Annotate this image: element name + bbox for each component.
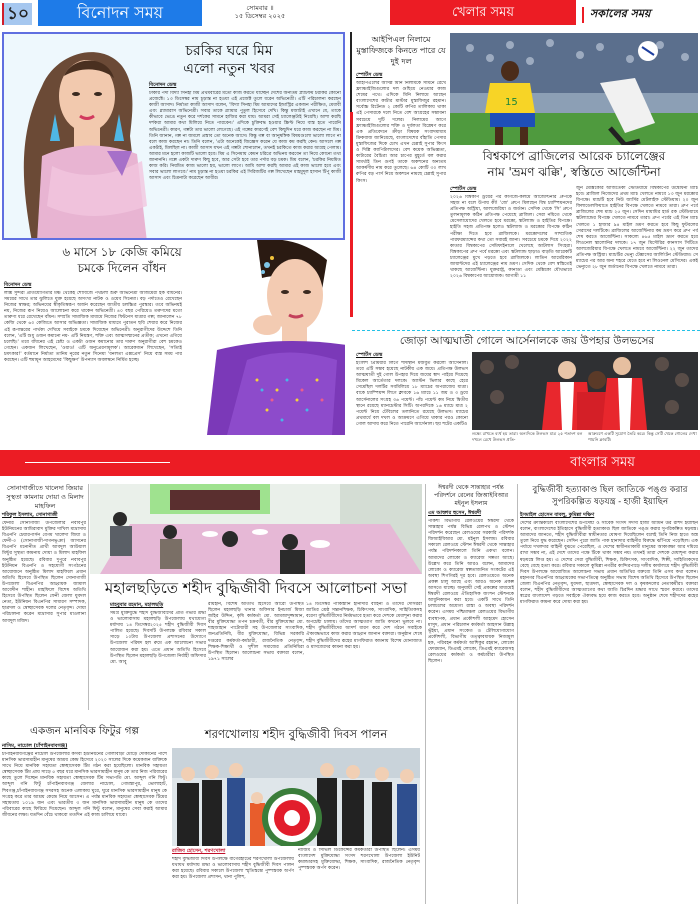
- article-body: সমগ্র মুক্তিযুদ্ধে শহীদ বুদ্ধিজীবীদের প্রতি গভীর শ্রদ্ধা ও ভালোবাসায় মহালছড়ি উপজেলায় যথাযোগ্য মর্যাদায় ১৪ ডিসেম্বর২০২৫ শহীদ বুদ্ধিজীবী দিবস পালিত হয়েছে। দিবসটি উপলক্ষে রবিবার সকাল সাড়ে ১০টায় উপজেলা প্রশাসনের উদ্যোগে উপজেলা পরিষদ হল রুমে এক আলোচনা সভার আয়োজন করা হয়। এতে প্রধান অতিথি হিসেবে উপস্থিত ছিলেন মহালছড়ি উপজেলা নির্বাহী অফিসার মো. আবু: [110, 611, 206, 665]
- badhon-headline: [2, 244, 242, 276]
- byline: রাজিব হোসেন, শরণখোলা: [172, 848, 226, 854]
- mim-article: [149, 82, 341, 237]
- byline: নাসিম, নাচোল (চাঁপাইনবাবগঞ্জ): [2, 743, 68, 749]
- sonagazi-headline: সোনাগাজীতে খালেদা জিয়ার সুস্থতা কামনায় দোয়া ও মিলাদ মাহফিল: [6, 484, 84, 510]
- arsenal-headline: জোড়া আত্মঘাতী গোলে আর্সেনালকে জয় উপহার উলভসের: [399, 335, 655, 347]
- headline-line-1: বুদ্ধিজীবী হত্যাকাণ্ড ছিল জাতিকে পঙ্গু করার: [532, 485, 688, 495]
- band-rule: [25, 462, 170, 463]
- brand-divider: [582, 7, 584, 23]
- sonagazi-article: [2, 512, 86, 710]
- meeting-photo: [90, 484, 422, 574]
- byline: স্পোর্টস ডেস্ক: [356, 352, 383, 358]
- byline: বিনোদন ডেস্ক: [4, 282, 32, 288]
- column-divider-accent: [350, 112, 353, 317]
- story-mim: [2, 32, 345, 240]
- column-divider: [425, 484, 426, 904]
- ipl-headline: আইপিএল নিলামে মুস্তাফিজকে কিনতে পারে যে দুই দল: [356, 35, 446, 66]
- article-body: শহীদ বুদ্ধিজীবী দিবস উপলক্ষে বাগেরহাটের শরণখোলা উপজেলায় যথাযথ মর্যাদায় শ্রদ্ধা ও ভালোবাসায় শহীদ বুদ্ধিজীবী দিবস পালন করা হয়েছে। রবিবার সকালে উপজেলা স্মৃতিস্তম্ভে পুষ্পস্তবক অর্পণ করা হয়। উপজেলা প্রশাসন, থানা পুলিশ,: [172, 857, 294, 881]
- headline-line-2: সুপরিকল্পিত ষড়যন্ত্র - হাজী ইয়াছিন: [551, 497, 669, 507]
- arsenal-caption-2: আক্রমণে একটি সুযোগ তৈরি করে। কিন্তু সেটি থেকে গোলের দেখা পায়নি ক্লাবটি।: [588, 431, 697, 442]
- story-badhon: [2, 240, 345, 435]
- page-number: ১০: [2, 3, 32, 25]
- sharankhola-article-col-1: [172, 848, 294, 905]
- arsenal-caption-1: লক্ষ্যে রাখতে ব্যর্থ হয় তারা। অন্যদিকে উলভস মাত্র ২৫ শতাংশ বল দখলে রেখে উলভস প্রতি-: [472, 431, 583, 442]
- mahalchhari-article-col-1: [110, 602, 206, 710]
- fitur-article: [2, 743, 167, 905]
- buddhijibi-article: [520, 512, 698, 907]
- byline: এম আক্তার হুসেন, ঈশ্বরদী: [428, 510, 482, 516]
- article-body: ফেনীর সোনাগাজী উপজেলার নবাবপুর ইউনিয়নের আমিরাবাদ মুক্তির দাখিল মাদ্রাসায় বিএনপি চেয়ারপার্সন বেগম খালেদা জিয়া ও ফেনী-৩ (সোনাগাজী-দাগনভূঞা) আসনের বিএনপি মনোনীত প্রার্থী আবদুল আউয়াল মিন্টুর সুস্থতা কামনায় দোয়া ও মিলাদ মাহফিল অনুষ্ঠিত হয়েছে। রবিবার দুপুরে নবাবপুর ইউনিয়ন বিএনপি ও সহযোগী সংগঠনের আয়োজনে অনুষ্ঠিত মিলাদ মাহফিলে প্রধান অতিথি হিসেবে উপস্থিত ছিলেন সোনাগাজী উপজেলা বিএনপির আহ্বায়ক জামাল আবেদীন শাহীন। মাহফিলে বিশেষ অতিথি হিসেবে উপস্থিত ছিলেন ফেনী জেলা যুবদল নেতা, ইউনিয়ন বিএনপির সাধারণ সম্পাদক, ছাত্রদল ও স্বেচ্ছাসেবক দলের নেতৃবৃন্দ। দোয়া পরিচালনা করেন মাদ্রাসার সুপার মাওলানা আবদুল মজিদ।: [2, 521, 86, 624]
- byline: মাহবুবার রহমান, মহালছড়ি: [110, 602, 164, 608]
- mim-headline: [119, 42, 339, 78]
- section-title-entertainment: বিনোদন সময়: [38, 0, 202, 26]
- newspaper-logo: সকালের সময়: [590, 7, 651, 20]
- article-body: আইপিএলের আসন্ন মিনি নিলামকে সামনে রেখে ফ্র্যাঞ্চাইজিগুলোর দল গুছিয়ে নেওয়ার কাজ শেষের পথে। এদিকে মিনি নিলামে আছেন বাংলাদেশের কাটার মাস্টার মুস্তাফিজুর রহমান। সর্বোচ্চ রিটেনড ২ কোটি রুপির তালিকায় থাকা এই পেসারকে দলে নিতে বেশ আগ্রহের সম্ভাবনা সবচেয়ে দুটি দলের। নিলামের আগে ফ্র্যাঞ্চাইজিগুলোর শক্তি ও দুর্বলতা বিশ্লেষণ করে এক প্রতিবেদনে ক্রীড়া বিষয়ক সংবাদমাধ্যম ক্রিকবাজ জানিয়েছে, বাংলাদেশের বাঁহাতি পেসার মুস্তাফিজের দিকে চোখ এখন চেন্নাই সুপার কিংস ও দিল্লি ক্যাপিটালসের। বেশ কয়েক অভিজ্ঞতা, কাটারের বৈচিত্র্য আর চাপের মুহূর্তে বল করার সামর্থ্যই তিন গুণই তাকে অকশনের অন্যতম আকর্ষণীয় নাম করে তুলেছে। ৬৪ কোটি ৩০ লাখ রুপির বড় পার্স নিয়ে অকশনে নামছে চেন্নাই সুপার কিংস।: [356, 81, 446, 184]
- buddhijibi-headline: [520, 484, 700, 508]
- mahalchhari-article-col-2: রায়হান, বিশেষ অতিথি হিসেবে আরো উপস্থিত ছিলেন মহালছড়ি থানার অফিসার ইনচার্জ মিজা জহির উদ্দিন, কৃষি কর্মকর্তা মো. আমজাদুজ্জামান, বীর মুক্তিযোদ্ধা তপন চক্রবর্তী, বীর মুক্তিযোদ্ধা মো. শাহজাহান পাটোয়ারী সহ উপজেলার সাংবাদিক, জনপ্রতিনিধি, বীর মুক্তিযোদ্ধা, বিভিন্ন সরকারি দপ্তরের কর্মকর্তা-কর্মচারী, রাজনৈতিক নেতৃবৃন্দ, শিক্ষক-শিক্ষার্থী ও সুশীল সমাজের প্রতিনিধিরা উপস্থিত ছিলেন। আলোচনা সভায় বক্তারা বলেন, ১৯৭১ সালের: [208, 602, 304, 662]
- sharankhola-article-col-2: নাজিম ও সিভিল ডিফেন্সের কর্মকর্তারা উপস্থিত ছিলেন। এসময় বাংলাদেশ মুক্তিযোদ্ধা সংসদ শরণখোলা উপজেলা ইউনিট কমান্ডারসহ মুক্তিযোদ্ধা, শিক্ষক, সাংবাদিক, রাজনৈতিক নেতৃবৃন্দ পুষ্পস্তবক অর্পণ করেন।: [298, 848, 420, 872]
- article-body: লাক্স সুন্দরী প্রতিযোগিতার মঞ্চ থেকেই শোবিজে পথচলা শুরু অভিনেত্রী আজমেরী হক বাঁধনের। সময়ের সাথে তার ঝুলিতে যুক্ত হয়েছে অসংখ্য নাটক ও ওয়েব সিনেমা। বড় পর্দাতেও রেখেছেন নিজের স্বাক্ষর; অভিনয়ের স্বীকৃতিস্বরূপ অর্জন করেছেন জাতীয় চলচ্চিত্র পুরস্কার। তবে অভিনয়ই নয়, নিজের রূপ নিয়েও আলোচনা করে থাকেন অভিনেত্রী। ৪০ বছর পেরিয়েও তরুণদের মতো তারুণ্য ধরে রেখেছেন বাঁধন। সম্প্রতি সামাজিক মাধ্যমে নিজের ফিটনেস যাত্রার গল্প; জানালেন ৭৮ কেজি থেকে ৬০ কেজিতে আসার অভিজ্ঞতা। সামাজিক মাধ্যমে পুরাতন ছবি শেয়ার করে নিজের এই রূপান্তরের পার্থক্য দেখিয়ে সবাইকে চমকে দিয়েছেন অভিনেত্রী। অনুরাগীদের উদ্দেশে তিনি বলেন, 'এটি শুধু ওজন কমানো নয়- এটি নিয়ন্ত্রণ, শক্তি এবং আত্মসম্মানের প্রতীক; এখনো এগিয়ে চলেছি।' তবে বাঁধনের এই চেষ্টা ও একটা ওজন কমানোর তার দারুণ অনুরাগীরা বেশ চমকেও গেছেন। একজন লিখেছেন, 'ওয়াও! এটি অনুপ্রেরণামূলক'। আরেকজন লিখেছেন, 'সত্যিই চমৎকার!' বর্তমানে নির্মাতা তানিম নূরের নতুন সিনেমা 'বনলতা এক্সপ্রেস' নিয়ে ব্যস্ত সময় পার করছেন। এটি হুমায়ূন আহমেদের 'কিছুক্ষণ' উপন্যাস অবলম্বনে নির্মিত হচ্ছে।: [4, 291, 182, 364]
- byline: বিনোদন ডেস্ক: [149, 82, 177, 88]
- column-divider: [517, 484, 518, 904]
- article-body: ইংলিশ প্রিমিয়ার লিগে শীর্ষস্থান মজবুত করলো আর্সেনাল। তবে এটি সম্ভব হয়েছে নাটকীয় এক জয়ে। প্রতিপক্ষ উলভস আত্মঘাতী দুই গোল উপহার দিয়ে জয়ের স্বাদ পাইয়ে দিয়েছে মিকেল আর্তেতার দলকে। অ্যাস্টন ভিলার কাছে হেরে সেমেছিল দলটির সবমিলিয়ে ১৮ ম্যাচের অপরাজেয় যাত্রা। বাকে চ্যাম্পিয়ন্স লিগে ক্লাবকে ১৬ ম্যাচে ১১ জয় ও ৩ ড্রয়ে আর্সেনালের সংগ্রহ ৩৬ পয়েন্ট। পাঁচ পয়েন্ট কম নিয়ে দ্বিতীয় স্থানে রয়েছে ম্যানচেস্টার সিটি। অপরদিকে ১৬ ম্যাচে মাত্র ২ পয়েন্ট নিয়ে টেবিলের তলানিতে রয়েছে উলভস। ম্যাচের প্রথমার্ধে বল দখল ও আক্রমণে এগিয়ে থাকার পরও কোনো গোল আদায় করে নিতে পারেনি আর্সেনাল। ছয় শটের একটিও: [356, 361, 468, 427]
- ipl-article: [356, 72, 446, 312]
- column-divider: [88, 484, 89, 710]
- headline-line-2: এলো নতুন খবর: [183, 61, 275, 77]
- article-body: দেশের ক্রান্তিকালে বাংলাদেশের উপদেষ্টা ও সাবেক সংসদ সদস্য হাজী আমিন উর রশিদ ইয়াছিন বলেন, বাংলাদেশের ইতিহাসে বুদ্ধিজীবী হত্যাকাণ্ড ছিল জাতিকে পঙ্গু করার সুপরিকল্পিত ষড়যন্ত্র। আমাদের জানতে, শহীদ বুদ্ধিজীবীরা স্বাধীনতার ঘোষণা দিয়েছিলেন বলেই তিনি নিজ হাতে অস্ত্র তুলে নিয়ে যুদ্ধ করেছেন। সেদিন পুরো জাতি পাক হানাদার বাহিনীর বিরুদ্ধে ঝাঁপিয়ে পড়েছিল। এক পর্যায়ে দখলদার বাহিনী বুঝতে পেরেছিল, এ দেশের স্বাধীনতাকামী মানুষের আকাঙ্ক্ষা আর দমিয়ে রাখা সম্ভব না, এই দেশে তাদের পক্ষে টিকে থাকা সম্ভব নয়। তখনই তারা দেশকে মেধাশূন্য করার ষড়যন্ত্রে লিপ্ত হয়। এ দেশের সেরা বুদ্ধিজীবী, শিক্ষক, চিকিৎসক, সাংবাদিক, শিল্পী, সাহিত্যিকদের বেছে বেছে হত্যা করে। রবিবার সকালে কুমিল্লা নগরীর কান্দিরপাড়ে দলীয় কার্যালয়ে শহীদ বুদ্ধিজীবী দিবস উপলক্ষে আয়োজিত আলোচনা সভায় প্রধান অতিথির বক্তব্যে তিনি এসব কথা বলেন। মহানগর বিএনপির আহ্বায়কের সভাপতিত্বে অনুষ্ঠিত সভায় বিশেষ অতিথি হিসেবে উপস্থিত ছিলেন জেলা বিএনপির নেতৃবৃন্দ, যুবদল, ছাত্রদল, স্বেচ্ছাসেবক দল ও কৃষকদলের নেতাকর্মীরা। বক্তারা বলেন, শহীদ বুদ্ধিজীবীদের আত্মত্যাগের কথা জাতি চিরদিন শ্রদ্ধার সাথে স্মরণ করবে। তাদের স্বপ্নের বাংলাদেশ গড়তে সবাইকে ঐক্যবদ্ধ হয়ে কাজ করতে হবে। অনুষ্ঠান শেষে শহীদদের রূহের মাগফিরাত কামনা করে দোয়া করা হয়।: [520, 521, 698, 606]
- railway-headline: ঈশ্বরদী থেকে সান্তাহার পর্যন্ত পরিদর্শনে রেলের জিআইবিআর মইনুল ইসলাম: [433, 484, 509, 507]
- headline-line-2: চমকে দিলেন বাঁধন: [77, 261, 167, 275]
- article-body: পাকশী বিভাগীয় রেলওয়ের ঈশ্বরদী থেকে সান্তাহার পর্যন্ত বিভিন্ন রেলপথ ও স্টেশন পরিদর্শন করেছেন রেলওয়ের সরকারি পরিদর্শক জিআইবিআর মো. মইনুল ইসলাম। রবিবার সকালে রেলওয়ে স্টেশন ঈশ্বরদী থেকে সান্তাহার পর্যন্ত পরিদর্শনকালে তিনি একথা বলেন। আমাদের লোকো ও ক্যারেজ সল্পতা আছে। উল্লেখ করে তিনি আরও বলেন, আমাদের লোকো ও ক্যারেজ স্বল্পতাজনিত সংকটের এই অবস্থা শিগগিরই দূর হবে। রেলওয়েতে অনেক প্রকল্প চালু আছে এবং আরও অনেক প্রকল্প আসতে যাচ্ছে। অনুযায়ী সেই প্রকল্পের মাধ্যমেই ঈশ্বরদী রেলওয়ে ঐতিহাসিক জংশন স্টেশনকে আধুনিকায়ন করা হবে। একটি সাথে তিনি চলাচলের অযোগ্য রাস্তা ও অবস্থা পরিদর্শন করেন। এসময় পশ্চিমাঞ্চল রেলওয়ের বিভাগীয় ব্যবস্থাপক, প্রধান প্রকৌশলী আহমেদ হোসেন মাসুদ, প্রধান পরিচালন কর্মকর্তা আহসান উল্লাহ ভূঁইয়া, প্রধান সংকেত ও টেলিযোগাযোগ প্রকৌশলী, বিভাগীয় তত্ত্বাবধায়ক নিজামুল হক, পরিবহন কর্মকর্তা আশিকুর রহমান, লোকো ফোরম্যান, ডিএমই লোকো, ডিএমই ক্যারেজসহ রেলওয়ের কর্মকর্তা ও কর্মচারীরা উপস্থিত ছিলেন।: [428, 519, 514, 665]
- headline-line-2: নাম 'ভ্রমণ ঝক্কি', স্বস্তিতে আর্জেন্টিনা: [487, 165, 661, 179]
- svg-text:15: 15: [505, 97, 518, 108]
- badhon-article: [4, 282, 182, 432]
- brazil-article-col-2: জুন মেক্সিকোর আজতেকা স্টেডিয়ামে বিশ্বকাপের উদ্বোধনী ম্যাচ হবে। ব্রাজিল নিজেদের প্রথম ম্যাচ খেলতে নামবে ১৩ জুন মরক্কোর বিপক্ষে। ম্যাচটি হবে নিউ জার্সির মেটলাইফ স্টেডিয়াম। ২০ জুন ফিলাডেলফিয়াতে হাইতির বিপক্ষে খেলতে নামবে তারা। গ্রুপ পর্বে ব্রাজিলের শেষ ম্যাচ ২৫ জুন। সেদিন মায়ামির হার্ড রক স্টেডিয়ামে স্কটল্যান্ডের বিপক্ষে খেলতে নামবে তারা। গ্রুপ পর্বের এই তিন ম্যাচ খেলতে ১ হাজার ৯৪ মাইল ভ্রমণ করতে হবে কিছু ফুটবলের সেরাদের দলটিকে। ব্রাজিলের আর্জেন্টিনার কম ভ্রমণ করে গ্রুপ পর্ব শেষ করতে আর্জেন্টিনা। সাকল্যে ৪৬৫ মাইল ভ্রমণ করতে হবে লিওনেল স্কালোনির দলকে। ১৭ জুন মিসৌরির কানসাস সিটিতে আলজেরিয়ার বিপক্ষে খেলতে নামবে আর্জেন্টিনা। ২২ জুন তাদের প্রতিপক্ষ অস্ট্রিয়া। ম্যাচটির ভেন্যু টেক্সাসের আর্লিংটন স্টেডিয়াম। সে ম্যাচের পর আর অন্য শহরে যেতে হবে না লিওনেল মেসিদের। একই ভেন্যুতে ২৮ জুন জর্ডানের বিপক্ষে খেলতে নামবে তারা।: [576, 186, 698, 271]
- byline: স্পোর্টস ডেস্ক: [356, 72, 383, 78]
- arsenal-match-photo: [472, 352, 698, 430]
- dateline: [205, 4, 315, 20]
- arsenal-article: [356, 352, 468, 442]
- section-title-bangla: বাংলার সময়: [570, 455, 635, 470]
- brazil-match-photo: [450, 33, 698, 145]
- fitur-headline: একজন মানবিক ফিটুর গল্প: [30, 725, 139, 737]
- byline: ইসমাইল হোসেন বাবলু, কুমিল্লা দক্ষিণ: [520, 512, 595, 518]
- article-body: ২০২৬ বিশ্বকাপ ড্রয়ের পর কাগজে-কলমে আর্জেন্টিনার গ্রুপকে সহজ না বলে উপায় কী! 'জে' গ্রুপে মিলছেন বিশ্ব চ্যাম্পিয়নদের প্রতিপক্ষ অস্ট্রিয়া, আলজেরিয়া ও জর্ডান। সেদিক থেকে 'সি' গ্রুপে তুলনামূলক কঠিন প্রতিপক্ষ পেয়েছে ব্রাজিল। সেরা নয়িতে থেকে মেসেলায়োদের খেলতে হবে মরক্কো, স্কটল্যান্ড ও হাইতির বিপক্ষে। হাইতি সহজ প্রতিপক্ষ হলেও স্কটল্যান্ড ও মরক্কোর বিপক্ষে কঠিন পরীক্ষা দিতে হবে ব্রাজিলকে। মরক্কোদলের সাম্প্রতিক পারফরম্যান্সের কথা তো সবারই জানা। সবচেয়ে চমকে দিয়ে ২০২২ কাতার বিশ্বকাপের সেমিফাইনালে খেলেছে আটলাস সিংহরা। বিশ্বকাপের গ্রুপ পর্বে মরক্কো এবং স্কটল্যান্ড ছাড়াও বাড়তি আরেকটি চ্যালেঞ্জের মুখে পড়তে হবে ব্রাজিলকে। লাতিন আমেরিকান জায়ান্টদের এই চ্যালেঞ্জের নাম ভ্রমণ। সেদিক থেকে বেশ স্বস্তিতেই থাকছে আর্জেন্টিনা। যুক্তরাষ্ট্র, কানাডা এবং মেক্সিকো যৌথভাবে ২০২৬ বিশ্বকাপের আয়োজক। আগামী ১১: [450, 195, 572, 280]
- byline: শরিফুল ইসলাম, সোনাগাজী: [2, 512, 58, 518]
- section-title-sports: খেলার সময়: [390, 0, 576, 25]
- brazil-article-col-1: [450, 186, 572, 326]
- headline-line-1: চরকির ঘরে মিম: [185, 43, 273, 59]
- mahalchhari-headline: মহালছড়িতে শহীদ বুদ্ধিজীবী দিবসে আলোচনা সভা: [104, 579, 408, 597]
- railway-article: [428, 510, 514, 905]
- brazil-headline: [448, 148, 700, 180]
- sharankhola-photo: [172, 748, 420, 846]
- headline-line-1: বিশ্বকাপে ব্রাজিলের আরেক চ্যালেঞ্জের: [482, 149, 666, 163]
- dashed-separator: [352, 330, 700, 331]
- sharankhola-headline: শরণখোলায় শহীদ বুদ্ধিজীবী দিবস পালন: [204, 727, 388, 741]
- date-label: ১৫ ডিসেম্বর ২০২৫: [234, 12, 286, 20]
- article-body: ঢাকার পর্দা বিদ্যা সিনহা মিম প্রথমবারের মতো কাজ করতে যাচ্ছেন দেশের অন্যতম প্ল্যাটফর্ম চরকির কোনো প্রজেক্টে। ১৩ ডিসেম্বর নাম চূড়ান্ত না হওয়া এই প্রজেক্ট তুলে ধরেন অভিনেত্রী। এটি পরিচালনা করছেন কাজী আসাদ। নির্মাতা কাজী আসাদ বলেন, 'বিদ্যা সিনহা মিম আমাদের ইন্ডাস্ট্রির একজন পরীক্ষিত, মেধাবী এবং গ্ল্যামারাস অভিনেত্রী। সবার তাকে গ্ল্যামার পুতুল হিসেবে দেখি। কিন্তু মজাটাই এখানে যে, তাকে কীভাবে ভেঙে নতুন করে দর্শকের সামনে হাজির করা যায়। আমরা সেই চ্যালেঞ্জটাই নিয়েছি। আশা করছি দর্শকরা আমার কথা মিলিয়ে নিতে পারবেন।' এদিকে চুক্তিবদ্ধ হওয়ার স্ক্রিপ্ট নিয়ে ব্যস্ত হতে পারেনি অভিনেত্রী। কারণ, গল্পটা তার ভালো লেগেছে। এই গল্পের কারণেই বেশ কিছুদিন ধরে কাজ করছেন না মিম। তিনি জানান, গল্প না জমলে প্রস্তাব তো অনেক আসে। কিন্তু গল্প বা আনুষঙ্গিক বিষয়গুলো ভালো লাগে না বলে কাজ করছেন না। তিনি বলেন, 'এটা অনেকেই জিজ্ঞেস করেন যে কাজ কম করছি কেন। আসলে গল্প একটাই, মিলছিল না। কাজী আসাদ যখন এই গল্পটা শোনালেন, তখনই চরকিতে কাজ করার আগ্রহ পেলাম। আমার মনে হলো কাজটি ভালো হবে। মিম এ সিনেমায় কেমন চরিত্রে অভিনয় করবেন তা নিয়ে কোনো তথ্য জানাননি। গল্পে একটা দারুণ কিছু হবে, আর সেটা হবে তার পর্দার বড় চমক। মিম বলেন, 'চরকির নিয়মিত কাজ করি। নিয়মিত কাজ ভালো হয়, ভালো লাগে। আমি আশা করছি আমার এই কাজ ভালো হবে এবং সবার ভালো লাগবে।' নাম চূড়ান্ত না হওয়া চরকির এই সিরিজটির গল্প লিখেছেন মাহমুদুল হাসান টিপু কাজী আসাদ এবং চিত্রনাট্য করেছেন আবীর।: [149, 91, 341, 182]
- article-body: চাঁপাইনবাবগঞ্জের নাচোল উপজেলার কসবা ইউনিয়নের গোলাবাড়ী মোড়ে দোকানের পাশে মানসিক ভারসাম্যহীন মানুষের আশ্রয় কেন্দ্র হিসেবে ২০২০ সালের দিকে কয়েকজন ব্যক্তিকে সাথে নিয়ে মানবিক সহায়তা স্বেচ্ছাসেবক টিম গঠন করা হয়েছিলো। মানবিক সহায়তা স্বেচ্ছাসেবক টিম প্রায় সাড়ে ৫ বছর ধরে মানসিক ভারসাম্যহীন মানুষ কে তার নিজ পরিবারের কাছে তুলে দিচ্ছেন মানবিক সহায়তা স্বেচ্ছাসেবক টিম সভাপতি মো. আব্দুল গনি ফিটু। আব্দুল গনি ফিটু চাঁপাইনবাবগঞ্জ জেলার নাচোল, গোমস্তাপুর, ভোলাহাট, শিবগঞ্জ,চাঁপাইনবাবগঞ্জ সদরসহ অনেক এলাকায় ঘুরে, ঘুরে মানসিক ভারসাম্যহীন মানুষ কে সংগ্রহ করে তার আশ্রয় কেন্দ্রে নিয়ে আসেন। এ পর্যন্ত মানবিক সহায়তা স্বেচ্ছাসেবক টিমের সহায়তায় ১০১৯ জন এবং ভারতীয় ৩ জন মানসিক ভারসাম্যহীন মানুষ কে তাদের পরিবারের কাছে ফিরিয়ে দিয়েছেন। আব্দুল গনি ফিটু বলেন, মানুষের সেবা করাই আমার জীবনের লক্ষ্য। যতদিন বেঁচে থাকবো ততদিন এই কাজ চালিয়ে যাবো।: [2, 752, 167, 818]
- mahalchhari-article-col-3: ১৪ ডিসেম্বর পাকিস্তানি হানাদার বাহিনী ও তাদের দোসররা জাতির শ্রেষ্ঠ সন্তানশিক্ষক, চিকিৎসক, সাংবাদিক, সাহিত্যিকসহ বরেণ্য বুদ্ধিজীবীদের নির্মমভাবে হত্যা করে দেশকে মেধাশূন্য করার অপচেষ্টা চালায়। তাঁদের আত্মত্যাগ জাতি কখনো ভুলবে না। শহীদ বুদ্ধিজীবীদের আদর্শ ধারণ করে দেশ গঠনে সবাইকে ঐক্যবদ্ধভাবে কাজ করার আহ্বান জানান বক্তারা। অনুষ্ঠান শেষে শহীদ বুদ্ধিজীবীদের রূহের মাগফিরাত কামনায় বিশেষ মোনাজাত ও মাসজেদের কামনা করা হয়।: [306, 602, 422, 650]
- day-label: সোমবার ॥: [246, 4, 274, 12]
- byline: স্পোর্টস ডেস্ক: [450, 186, 477, 192]
- headline-line-1: ৬ মাসে ১৮ কেজি কমিয়ে: [62, 245, 182, 259]
